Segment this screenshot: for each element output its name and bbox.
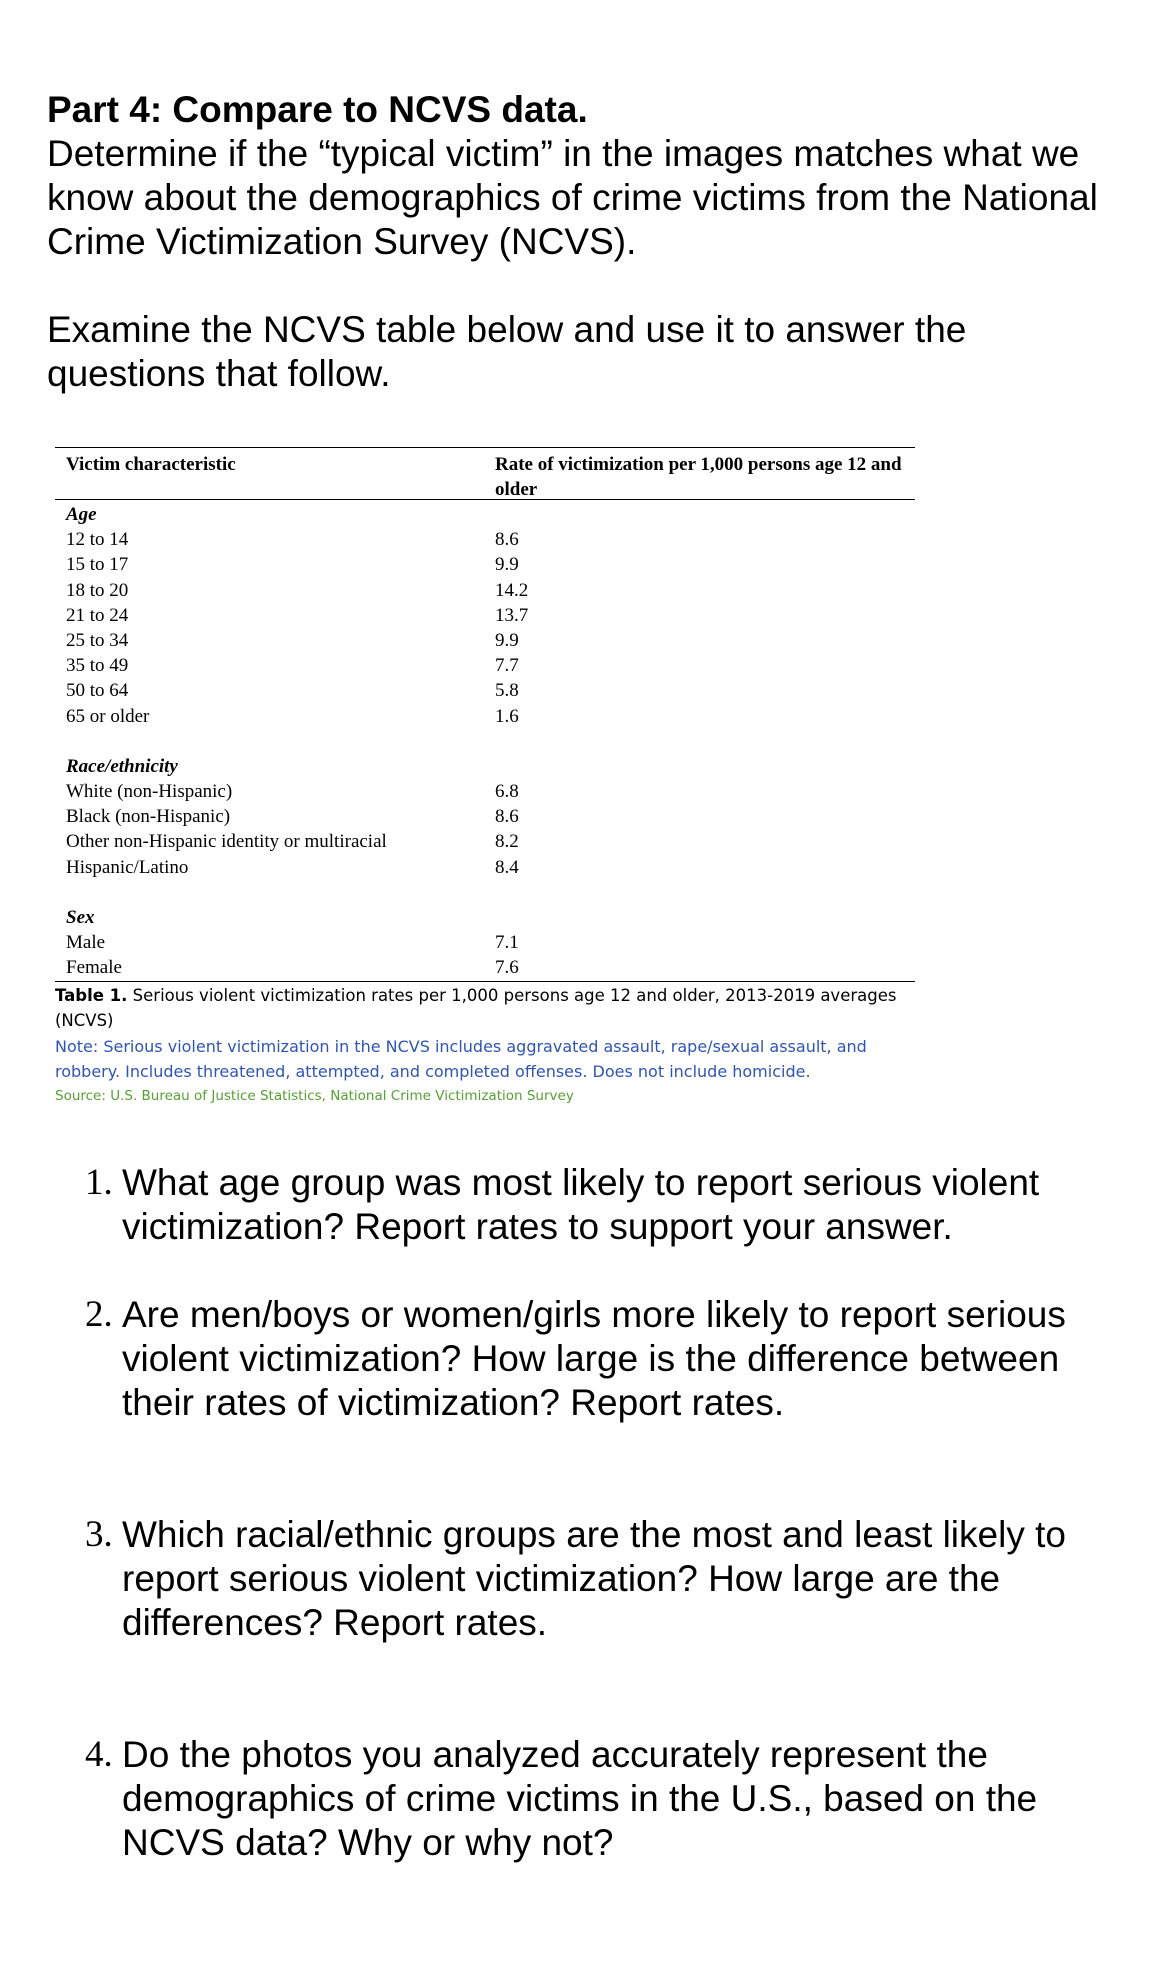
table-row [66, 552, 915, 577]
row-value: 8.6 [495, 529, 519, 551]
table-source: Source: U.S. Bureau of Justice Statistics, National Crime Victimization Survey [55, 1088, 574, 1104]
table-instructions: Examine the NCVS table below and use it to answer the questions that follow. [47, 309, 967, 394]
table-row [66, 628, 915, 653]
question-number: 3. [85, 1514, 113, 1555]
question-4 [85, 1733, 1125, 1865]
table-caption [55, 983, 915, 1033]
table-row [66, 955, 915, 980]
row-label: 15 to 17 [66, 554, 129, 576]
table-top-rule [55, 447, 915, 448]
row-value: 8.6 [495, 806, 519, 828]
row-value: 1.6 [495, 705, 519, 727]
row-label: Hispanic/Latino [66, 856, 189, 878]
row-label: 25 to 34 [66, 629, 129, 651]
row-value: 5.8 [495, 680, 519, 702]
row-value: 14.2 [495, 579, 529, 601]
question-2 [85, 1293, 1125, 1425]
table-row [66, 930, 915, 955]
table-row [66, 603, 915, 628]
row-value: 6.8 [495, 781, 519, 803]
row-label: 65 or older [66, 705, 150, 727]
row-label: Other non-Hispanic identity or multiracial [66, 831, 387, 853]
part-intro: Determine if the “typical victim” in the images matches what we know about the demographics of crime victims from the National Crime Victimization Survey (NCVS). [47, 133, 1098, 262]
table-row [66, 578, 915, 603]
section-heading-race: Race/ethnicity [66, 755, 178, 777]
row-label: Black (non-Hispanic) [66, 806, 231, 828]
row-label: 35 to 49 [66, 655, 129, 677]
question-text: Which racial/ethnic groups are the most and least likely to report serious violent victimization? How large are the differences? Report rates. [122, 1514, 1066, 1643]
table-row [66, 804, 915, 829]
section-heading-sex: Sex [66, 907, 95, 928]
table-caption-text: Serious violent victimization rates per 1,000 persons age 12 and older, 2013-2019 averages (NCVS) [55, 986, 897, 1030]
table-caption-label: Table 1. [55, 986, 128, 1005]
table-note: Note: Serious violent victimization in the NCVS includes aggravated assault, rape/sexual assault, and robbery. Includes threatened, attempted, and completed offenses. Does not include homicide. [55, 1037, 867, 1081]
row-value: 13.7 [495, 604, 529, 626]
row-label: Female [66, 957, 122, 979]
row-value: 7.1 [495, 932, 519, 954]
row-label: 18 to 20 [66, 579, 129, 601]
question-text: Are men/boys or women/girls more likely to report serious violent victimization? How large is the difference between their rates of victimization? Report rates. [122, 1294, 1066, 1423]
section-spacer [66, 729, 915, 754]
column-header-rate: Rate of victimization per 1,000 persons age 12 and older [495, 454, 902, 501]
row-value: 8.2 [495, 831, 519, 853]
row-value: 8.4 [495, 856, 519, 878]
section-heading-row [66, 754, 915, 779]
question-1 [85, 1161, 1125, 1249]
part-title: Part 4: Compare to NCVS data. [47, 89, 588, 130]
table-row [66, 829, 915, 854]
table-header-rule [55, 499, 915, 500]
table-row [66, 704, 915, 729]
row-value: 9.9 [495, 554, 519, 576]
table-body [66, 502, 915, 981]
row-label: 21 to 24 [66, 604, 129, 626]
question-number: 4. [85, 1734, 113, 1775]
section-spacer [66, 880, 915, 905]
table-row [66, 678, 915, 703]
table-row [66, 527, 915, 552]
row-label: White (non-Hispanic) [66, 781, 233, 803]
table-row [66, 653, 915, 678]
question-number: 2. [85, 1294, 113, 1335]
section-heading-row [66, 502, 915, 527]
row-value: 9.9 [495, 629, 519, 651]
question-number: 1. [85, 1162, 113, 1203]
question-3 [85, 1513, 1125, 1645]
row-label: 12 to 14 [66, 529, 129, 551]
row-label: Male [66, 932, 106, 954]
table-row [66, 855, 915, 880]
section-heading-age: Age [66, 504, 97, 525]
section-heading-row [66, 905, 915, 930]
row-value: 7.6 [495, 957, 519, 979]
part-heading-block [47, 88, 1127, 264]
table-row [66, 779, 915, 804]
row-label: 50 to 64 [66, 680, 129, 702]
column-header-characteristic: Victim characteristic [66, 454, 236, 475]
table-bottom-rule [55, 981, 915, 982]
question-text: What age group was most likely to report serious violent victimization? Report rates to support your answer. [122, 1162, 1040, 1247]
row-value: 7.7 [495, 655, 519, 677]
question-text: Do the photos you analyzed accurately represent the demographics of crime victims in the U.S., based on the NCVS data? Why or why not? [122, 1734, 1038, 1863]
